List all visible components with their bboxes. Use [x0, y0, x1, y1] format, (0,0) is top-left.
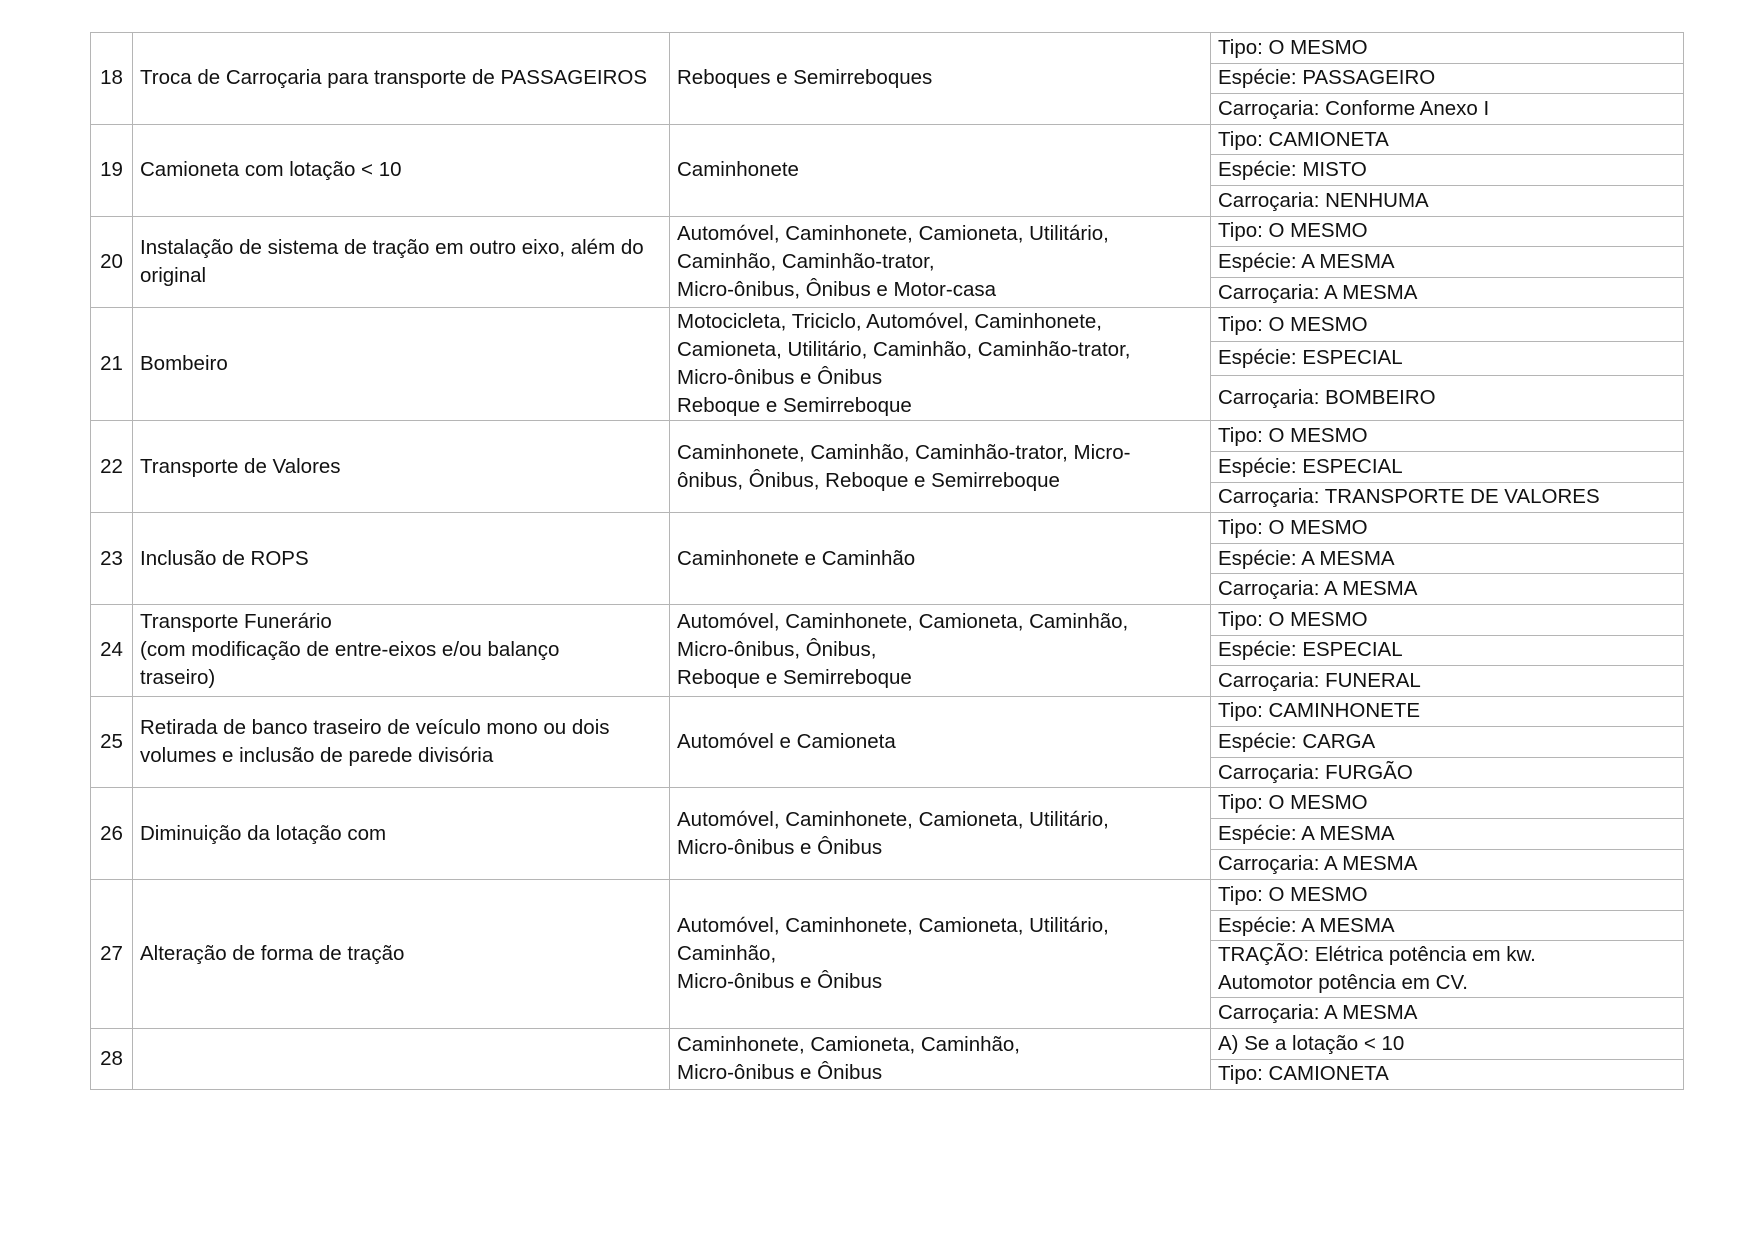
modification-cell — [133, 1029, 670, 1090]
row-number: 22 — [91, 421, 133, 513]
spec-cell: Espécie: CARGA — [1211, 727, 1684, 758]
spec-cell: A) Se a lotação < 10 — [1211, 1029, 1684, 1060]
vehicles-cell: Motocicleta, Triciclo, Automóvel, Caminhonete, Camioneta, Utilitário, Caminhão, Caminhão-trator, Micro-ônibus e Ônibus Reboque e Semirreboque — [670, 308, 1211, 421]
row-number: 26 — [91, 788, 133, 880]
table-row — [91, 421, 1684, 452]
row-number: 19 — [91, 124, 133, 216]
spec-cell: Carroçaria: Conforme Anexo I — [1211, 94, 1684, 125]
table-row — [91, 33, 1684, 64]
spec-cell: Carroçaria: FUNERAL — [1211, 666, 1684, 697]
row-number: 25 — [91, 696, 133, 788]
row-number: 18 — [91, 33, 133, 125]
table-row — [91, 880, 1684, 911]
spec-cell: Espécie: ESPECIAL — [1211, 342, 1684, 376]
spec-cell: Carroçaria: NENHUMA — [1211, 185, 1684, 216]
spec-cell: TRAÇÃO: Elétrica potência em kw. Automotor potência em CV. — [1211, 941, 1684, 998]
table-row — [91, 216, 1684, 247]
vehicles-cell: Reboques e Semirreboques — [670, 33, 1211, 125]
table-row — [91, 604, 1684, 635]
vehicles-cell: Caminhonete, Caminhão, Caminhão-trator, Micro- ônibus, Ônibus, Reboque e Semirreboque — [670, 421, 1211, 513]
spec-cell: Tipo: O MESMO — [1211, 421, 1684, 452]
modification-cell: Troca de Carroçaria para transporte de PASSAGEIROS — [133, 33, 670, 125]
modification-cell: Camioneta com lotação < 10 — [133, 124, 670, 216]
spec-cell: Espécie: ESPECIAL — [1211, 451, 1684, 482]
vehicles-cell: Caminhonete, Camioneta, Caminhão, Micro-ônibus e Ônibus — [670, 1029, 1211, 1090]
spec-cell: Espécie: A MESMA — [1211, 543, 1684, 574]
modification-cell: Inclusão de ROPS — [133, 513, 670, 605]
modification-cell: Diminuição da lotação com — [133, 788, 670, 880]
row-number: 21 — [91, 308, 133, 421]
spec-cell: Espécie: MISTO — [1211, 155, 1684, 186]
row-number: 23 — [91, 513, 133, 605]
modification-cell: Alteração de forma de tração — [133, 880, 670, 1029]
spec-cell: Tipo: O MESMO — [1211, 604, 1684, 635]
vehicles-cell: Automóvel, Caminhonete, Camioneta, Caminhão, Micro-ônibus, Ônibus, Reboque e Semirreboque — [670, 604, 1211, 696]
spec-cell: Tipo: CAMINHONETE — [1211, 696, 1684, 727]
table-body — [91, 33, 1684, 1090]
spec-cell: Tipo: O MESMO — [1211, 216, 1684, 247]
modification-cell: Retirada de banco traseiro de veículo mono ou dois volumes e inclusão de parede divisória — [133, 696, 670, 788]
row-number: 27 — [91, 880, 133, 1029]
table-row — [91, 1029, 1684, 1060]
vehicles-cell: Automóvel, Caminhonete, Camioneta, Utilitário, Caminhão, Caminhão-trator, Micro-ônibus, Ônibus e Motor-casa — [670, 216, 1211, 308]
table-row — [91, 513, 1684, 544]
row-number: 20 — [91, 216, 133, 308]
spec-cell: Tipo: O MESMO — [1211, 33, 1684, 64]
spec-cell: Espécie: ESPECIAL — [1211, 635, 1684, 666]
modifications-table — [90, 32, 1684, 1090]
spec-cell: Carroçaria: A MESMA — [1211, 849, 1684, 880]
table-row — [91, 696, 1684, 727]
spec-cell: Espécie: A MESMA — [1211, 910, 1684, 941]
table-row — [91, 124, 1684, 155]
row-number: 24 — [91, 604, 133, 696]
spec-cell: Espécie: PASSAGEIRO — [1211, 63, 1684, 94]
spec-cell: Carroçaria: BOMBEIRO — [1211, 375, 1684, 421]
spec-cell: Tipo: CAMIONETA — [1211, 124, 1684, 155]
spec-cell: Carroçaria: TRANSPORTE DE VALORES — [1211, 482, 1684, 513]
spec-cell: Carroçaria: A MESMA — [1211, 277, 1684, 308]
spec-cell: Espécie: A MESMA — [1211, 819, 1684, 850]
modification-cell: Bombeiro — [133, 308, 670, 421]
vehicles-cell: Automóvel, Caminhonete, Camioneta, Utilitário, Caminhão, Micro-ônibus e Ônibus — [670, 880, 1211, 1029]
spec-cell: Tipo: O MESMO — [1211, 308, 1684, 342]
spec-cell: Carroçaria: A MESMA — [1211, 998, 1684, 1029]
table-row — [91, 308, 1684, 342]
spec-cell: Tipo: O MESMO — [1211, 788, 1684, 819]
spec-cell: Tipo: O MESMO — [1211, 880, 1684, 911]
spec-cell: Tipo: O MESMO — [1211, 513, 1684, 544]
vehicles-cell: Automóvel e Camioneta — [670, 696, 1211, 788]
vehicles-cell: Caminhonete — [670, 124, 1211, 216]
spec-cell: Tipo: CAMIONETA — [1211, 1059, 1684, 1090]
modification-cell: Transporte Funerário (com modificação de entre-eixos e/ou balanço traseiro) — [133, 604, 670, 696]
spec-cell: Carroçaria: A MESMA — [1211, 574, 1684, 605]
spec-cell: Carroçaria: FURGÃO — [1211, 757, 1684, 788]
vehicles-cell: Caminhonete e Caminhão — [670, 513, 1211, 605]
vehicles-cell: Automóvel, Caminhonete, Camioneta, Utilitário, Micro-ônibus e Ônibus — [670, 788, 1211, 880]
row-number: 28 — [91, 1029, 133, 1090]
modification-cell: Instalação de sistema de tração em outro eixo, além do original — [133, 216, 670, 308]
modification-cell: Transporte de Valores — [133, 421, 670, 513]
table-row — [91, 788, 1684, 819]
spec-cell: Espécie: A MESMA — [1211, 247, 1684, 278]
